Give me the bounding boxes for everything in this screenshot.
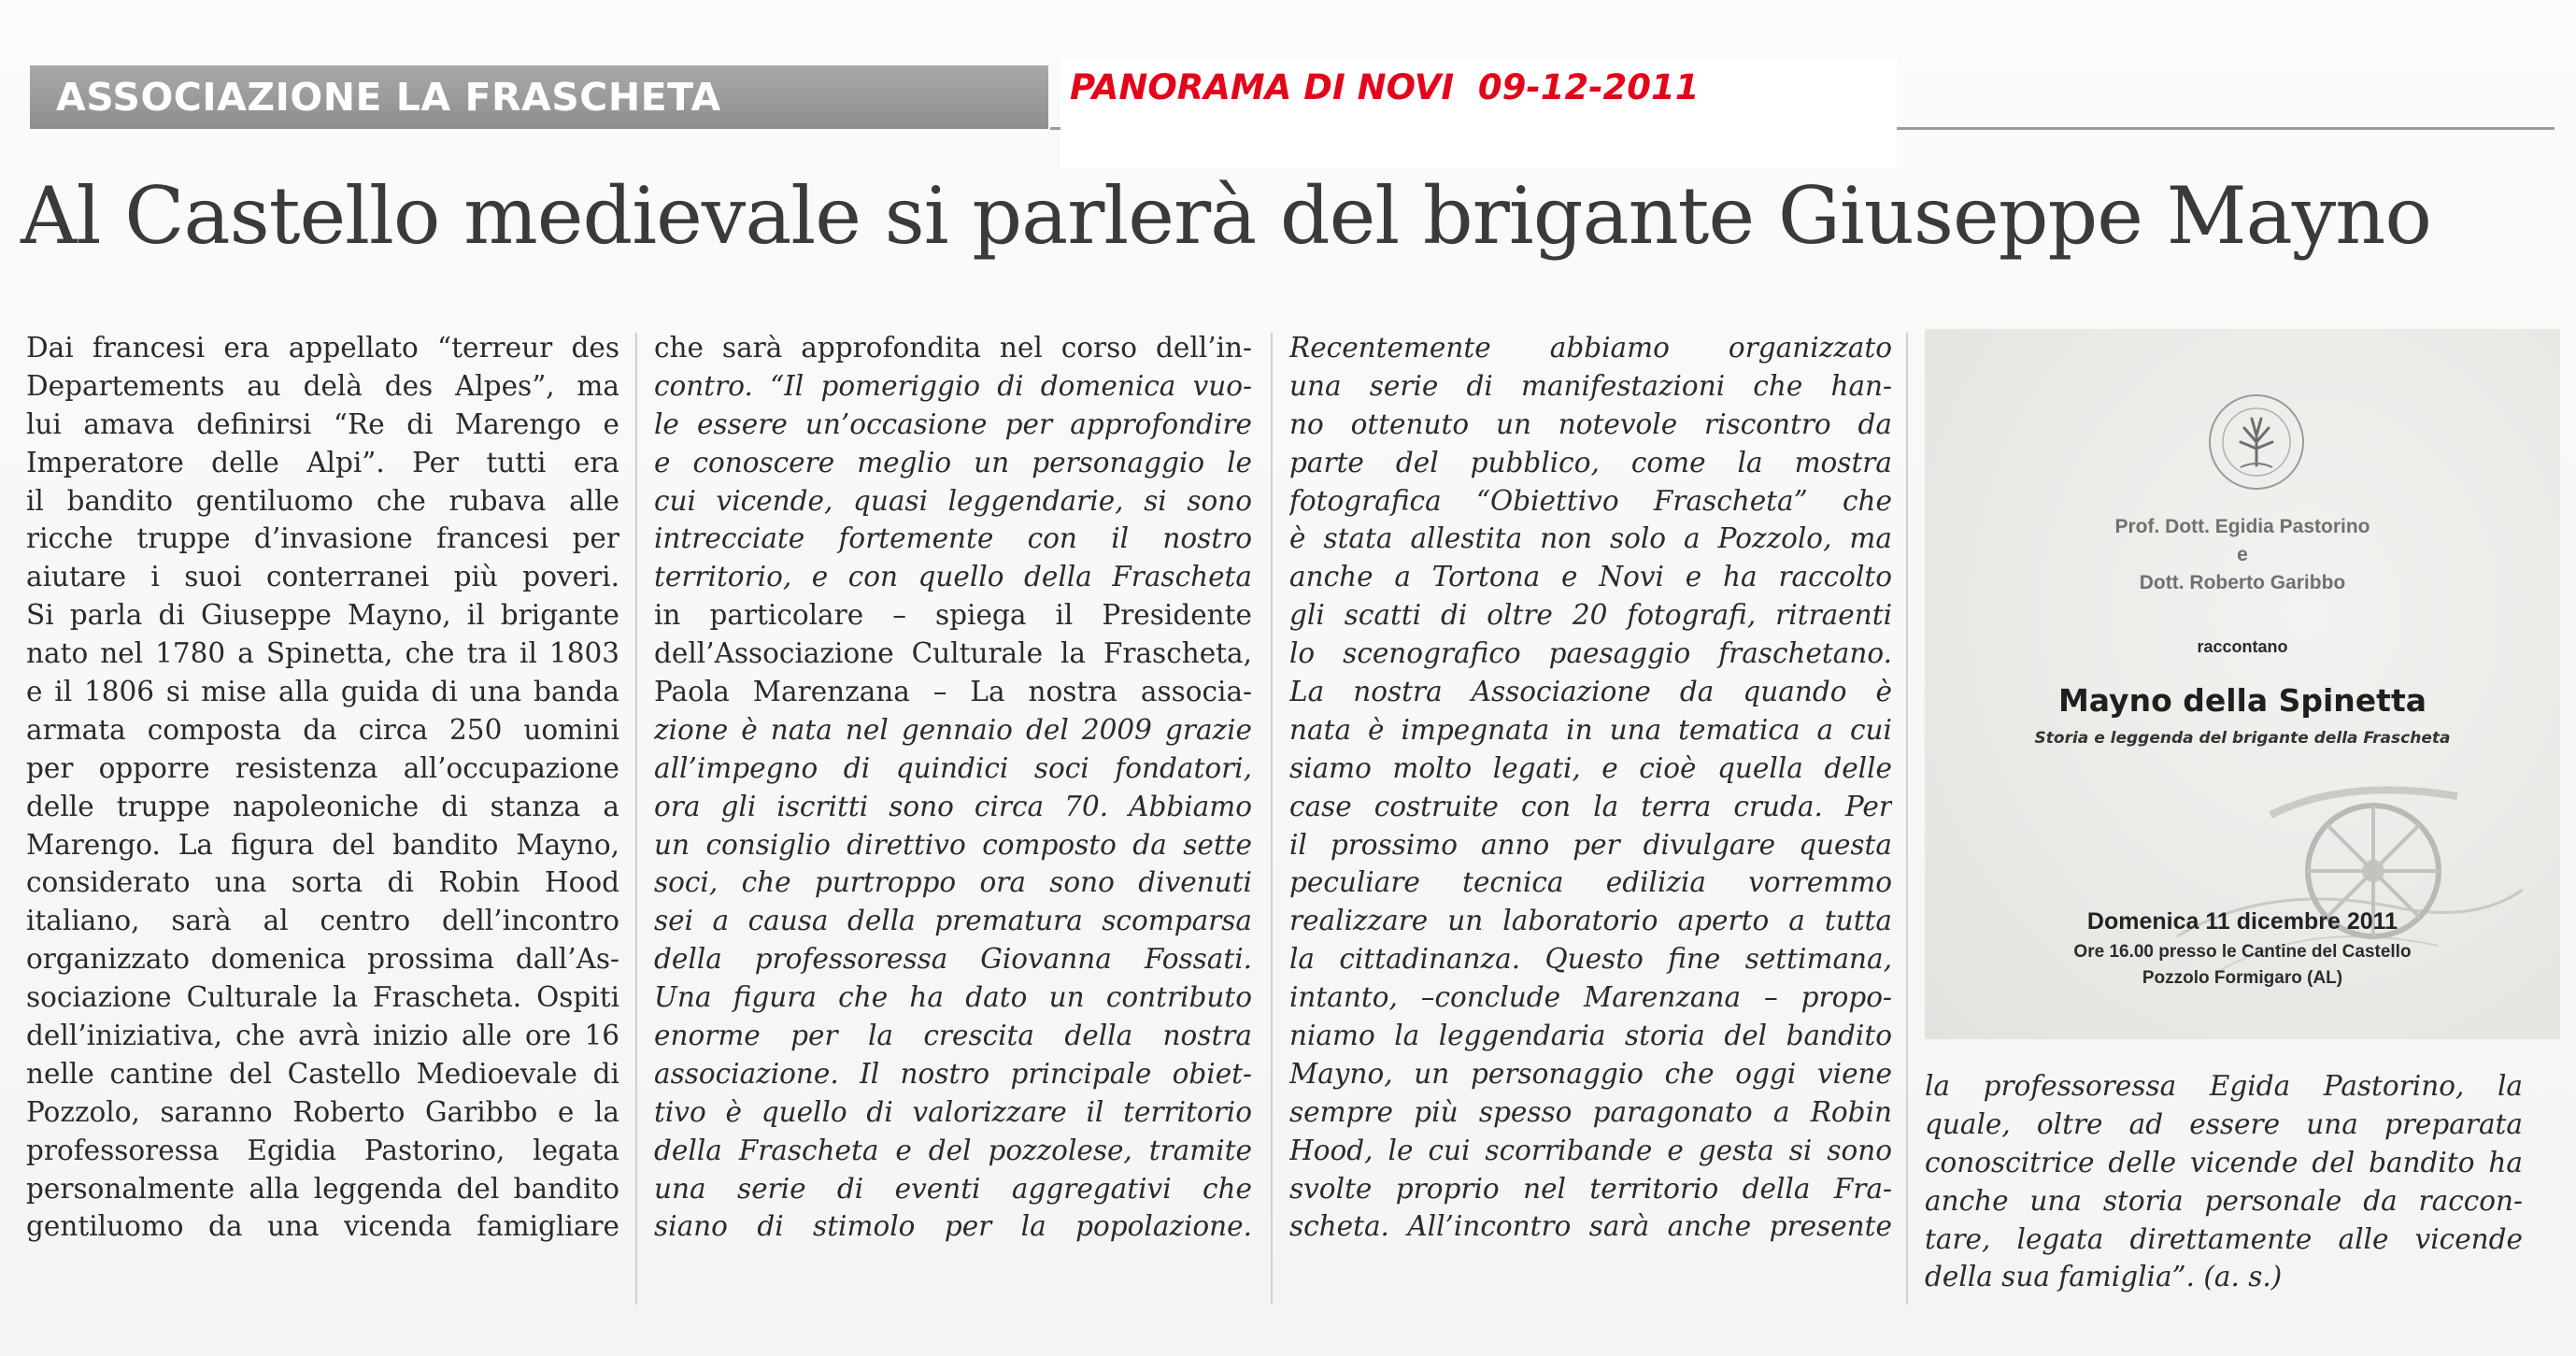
- text-line: tivo è quello di valorizzare il territorio: [654, 1095, 1252, 1128]
- text-line: dell’iniziativa, che avrà inizio alle ore 16: [26, 1020, 619, 1052]
- text-line: intrecciate fortemente con il nostro: [654, 522, 1252, 555]
- text-line: ricche truppe d’invasione francesi per: [26, 522, 619, 555]
- text-line: svolte proprio nel territorio della Fra-: [1289, 1172, 1892, 1205]
- text-line: personalmente alla leggenda del bandito: [26, 1172, 619, 1205]
- text-line: organizzato domenica prossima dall’As-: [26, 943, 619, 976]
- text-line: in particolare – spiega il Presidente: [654, 599, 1252, 632]
- column-divider: [635, 333, 637, 1305]
- text-line: quale, oltre ad essere una preparata: [1925, 1107, 2523, 1140]
- article-column-2: [654, 329, 1252, 1246]
- card-title: Mayno della Spinetta: [2057, 682, 2427, 719]
- text-line: della Frascheta e del pozzolese, tramite: [654, 1134, 1252, 1166]
- card-time-place: Ore 16.00 presso le Cantine del Castello: [2073, 942, 2412, 962]
- card-verb: raccontano: [2197, 637, 2288, 656]
- text-line: Dai francesi era appellato “terreur des: [26, 332, 619, 364]
- text-line: gentiluomo da una vicenda famigliare: [26, 1210, 619, 1243]
- source-label-box: [1060, 58, 1897, 168]
- text-line: soci, che purtroppo ora sono divenuti: [654, 866, 1252, 899]
- text-line: Pozzolo, saranno Roberto Garibbo e la: [26, 1095, 619, 1128]
- text-line: scheta. All’incontro sarà anche presente: [1289, 1210, 1892, 1243]
- text-line: zione è nata nel gennaio del 2009 grazie: [654, 713, 1252, 746]
- text-line: Departements au delà des Alpes”, ma: [26, 369, 619, 402]
- text-line: è stata allestita non solo a Pozzolo, ma: [1289, 522, 1892, 555]
- text-line: la professoressa Egida Pastorino, la: [1925, 1070, 2523, 1102]
- text-line: fotografica “Obiettivo Frascheta” che: [1289, 484, 1892, 517]
- text-line: e il 1806 si mise alla guida di una banda: [26, 676, 619, 708]
- source-label: PANORAMA DI NOVI 09-12-2011: [1070, 67, 1700, 107]
- section-header-bar: [30, 65, 1048, 129]
- text-line: sei a causa della prematura scomparsa: [654, 905, 1252, 937]
- text-line: Imperatore delle Alpi”. Per tutti era: [26, 446, 619, 478]
- text-line: associazione. Il nostro principale obiet-: [654, 1057, 1252, 1090]
- card-subtitle: Storia e leggenda del brigante della Frascheta: [2034, 729, 2451, 748]
- text-line: realizzare un laboratorio aperto a tutta: [1289, 905, 1892, 937]
- article-column-4: [1925, 1067, 2523, 1296]
- text-line: Hood, le cui scorribande e gesta si sono: [1289, 1134, 1892, 1166]
- text-line: nato nel 1780 a Spinetta, che tra il 1803: [26, 637, 619, 670]
- text-line: sociazione Culturale la Frascheta. Ospiti: [26, 981, 619, 1014]
- text-line: le essere un’occasione per approfondire: [654, 407, 1252, 440]
- text-line: all’impegno di quindici soci fondatori,: [654, 751, 1252, 784]
- text-line: che sarà approfondita nel corso dell’in-: [654, 332, 1252, 364]
- text-line: intanto, –conclude Marenzana – propo-: [1289, 981, 1892, 1014]
- article-column-1: [26, 329, 619, 1246]
- text-line: ora gli iscritti sono circa 70. Abbiamo: [654, 790, 1252, 822]
- text-line: sempre più spesso paragonato a Robin: [1289, 1095, 1892, 1128]
- text-line: case costruite con la terra cruda. Per: [1289, 790, 1892, 822]
- text-line: un consiglio direttivo composto da sette: [654, 828, 1252, 861]
- text-line: lo scenografico paesaggio fraschetano.: [1289, 637, 1892, 670]
- text-line: il bandito gentiluomo che rubava alle: [26, 484, 619, 517]
- text-line: la cittadinanza. Questo fine settimana,: [1289, 943, 1892, 976]
- text-line: della professoressa Giovanna Fossati.: [654, 943, 1252, 976]
- article-column-3: [1289, 329, 1892, 1246]
- column-divider: [1271, 333, 1273, 1305]
- text-line: considerato una sorta di Robin Hood: [26, 866, 619, 899]
- event-invitation-card: [1925, 329, 2560, 1039]
- text-line: per opporre resistenza all’occupazione: [26, 751, 619, 784]
- text-line: lui amava definirsi “Re di Marengo e: [26, 407, 619, 440]
- text-line: Si parla di Giuseppe Mayno, il brigante: [26, 599, 619, 632]
- text-line: una serie di eventi aggregativi che: [654, 1172, 1252, 1205]
- text-line: parte del pubblico, come la mostra: [1289, 446, 1892, 478]
- text-line: peculiare tecnica edilizia vorremmo: [1289, 866, 1892, 899]
- text-line: cui vicende, quasi leggendarie, si sono: [654, 484, 1252, 517]
- text-line: La nostra Associazione da quando è: [1289, 676, 1892, 708]
- text-line: gli scatti di oltre 20 fotografi, ritraenti: [1289, 599, 1892, 632]
- text-line: nelle cantine del Castello Medioevale di: [26, 1057, 619, 1090]
- text-line: anche una storia personale da raccon-: [1925, 1184, 2523, 1217]
- text-line: territorio, e con quello della Frascheta: [654, 561, 1252, 593]
- text-line: una serie di manifestazioni che han-: [1289, 369, 1892, 402]
- text-line: il prossimo anno per divulgare questa: [1289, 828, 1892, 861]
- text-line: professoressa Egidia Pastorino, legata: [26, 1134, 619, 1166]
- text-line: enorme per la crescita della nostra: [654, 1020, 1252, 1052]
- text-line: siano di stimolo per la popolazione.: [654, 1210, 1252, 1243]
- text-line: aiutare i suoi conterranei più poveri.: [26, 561, 619, 593]
- text-line: della sua famiglia”. (a. s.): [1925, 1261, 2283, 1293]
- association-emblem-icon: [2205, 391, 2308, 493]
- text-line: e conoscere meglio un personaggio le: [654, 446, 1252, 478]
- text-line: nata è impegnata in una tematica a cui: [1289, 713, 1892, 746]
- text-line: dell’Associazione Culturale la Frascheta,: [654, 637, 1252, 670]
- text-line: niamo la leggendaria storia del bandito: [1289, 1020, 1892, 1052]
- card-and: e: [2237, 544, 2248, 565]
- section-title: ASSOCIAZIONE LA FRASCHETA: [56, 75, 721, 120]
- text-line: Recentemente abbiamo organizzato: [1289, 332, 1892, 364]
- text-line: siamo molto legati, e cioè quella delle: [1289, 751, 1892, 784]
- text-line: italiano, sarà al centro dell’incontro: [26, 905, 619, 937]
- text-line: delle truppe napoleoniche di stanza a: [26, 790, 619, 822]
- column-divider: [1906, 333, 1908, 1305]
- text-line: contro. “Il pomeriggio di domenica vuo-: [654, 369, 1252, 402]
- text-line: Mayno, un personaggio che oggi viene: [1289, 1057, 1892, 1090]
- text-line: conoscitrice delle vicende del bandito ha: [1925, 1146, 2523, 1178]
- text-line: Una figura che ha dato un contributo: [654, 981, 1252, 1014]
- text-line: armata composta da circa 250 uomini: [26, 713, 619, 746]
- headline: Al Castello medievale si parlerà del brigante Giuseppe Mayno: [21, 170, 2431, 262]
- text-line: Marengo. La figura del bandito Mayno,: [26, 828, 619, 861]
- card-author-1: Prof. Dott. Egidia Pastorino: [2114, 516, 2370, 537]
- text-line: tare, legata direttamente alle vicende: [1925, 1222, 2523, 1255]
- text-line: Paola Marenzana – La nostra associa-: [654, 676, 1252, 708]
- card-author-2: Dott. Roberto Garibbo: [2139, 572, 2346, 593]
- card-date: Domenica 11 dicembre 2011: [2086, 908, 2398, 935]
- text-line: anche a Tortona e Novi e ha raccolto: [1289, 561, 1892, 593]
- card-town: Pozzolo Formigaro (AL): [2142, 968, 2343, 988]
- text-line: no ottenuto un notevole riscontro da: [1289, 407, 1892, 440]
